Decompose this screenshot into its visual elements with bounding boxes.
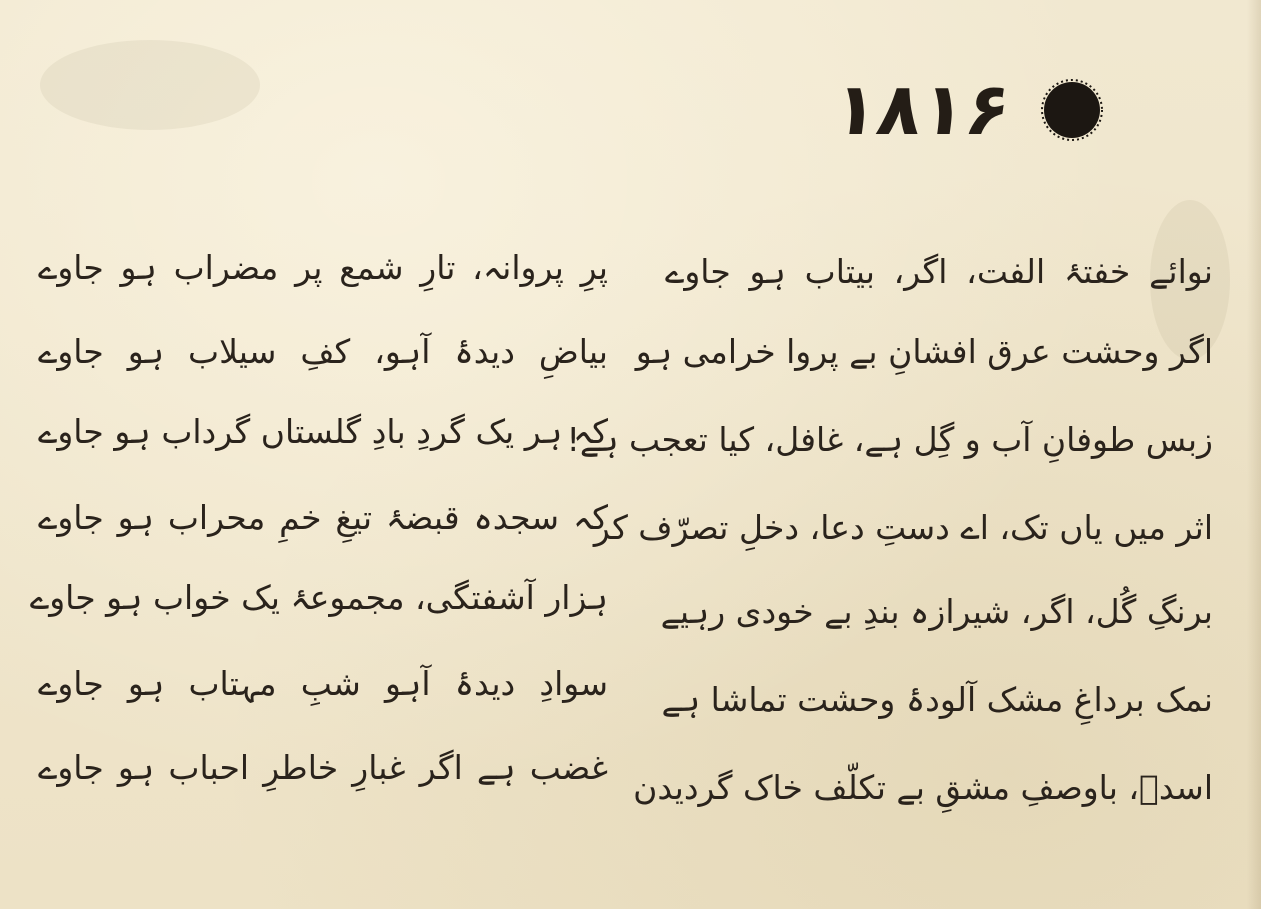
- ghazal-header: [760, 62, 1120, 162]
- verse-line: اسدؔ، باوصفِ مشقِ بے تکلّف خاک گردیدن: [633, 768, 1213, 807]
- verse-line: اثر میں یاں تک، اے دستِ دعا، دخلِ تصرّف کر: [593, 508, 1213, 547]
- verse-line: زبس طوفانِ آب و گِل ہے، غافل، کیا تعجب ہے!: [566, 420, 1213, 459]
- bullet-icon: [1040, 78, 1104, 142]
- verse-line: ہزار آشفتگی، مجموعۂ یک خواب ہو جاوے: [29, 578, 608, 617]
- verse-line: برنگِ گُل، اگر، شیرازہ بندِ بے خودی رہیے: [660, 592, 1213, 631]
- verse-line: نوائے خفتۂ الفت، اگر، بیتاب ہو جاوے: [665, 252, 1213, 291]
- verse-line: اگر وحشت عرق افشانِ بے پروا خرامی ہو: [635, 332, 1213, 371]
- page-edge-shadow: [1247, 0, 1261, 909]
- verse-line: کہ سجدہ قبضۂ تیغِ خمِ محراب ہو جاوے: [38, 498, 608, 537]
- verse-line: بیاضِ دیدۂ آہو، کفِ سیلاب ہو جاوے: [38, 332, 608, 371]
- verse-line: غضب ہے اگر غبارِ خاطرِ احباب ہو جاوے: [38, 748, 608, 787]
- verse-line: نمک برداغِ مشک آلودۂ وحشت تماشا ہے: [661, 680, 1213, 719]
- verse-line: سوادِ دیدۂ آہو شبِ مہتاب ہو جاوے: [38, 664, 608, 703]
- verse-line: کہ ہر یک گردِ بادِ گلستاں گرداب ہو جاوے: [38, 412, 608, 451]
- verse-line: پرِ پروانہ، تارِ شمع پر مضراب ہو جاوے: [38, 248, 608, 287]
- ghazal-number: ۱۸۱۶: [828, 67, 1016, 151]
- paper-stain: [40, 40, 260, 130]
